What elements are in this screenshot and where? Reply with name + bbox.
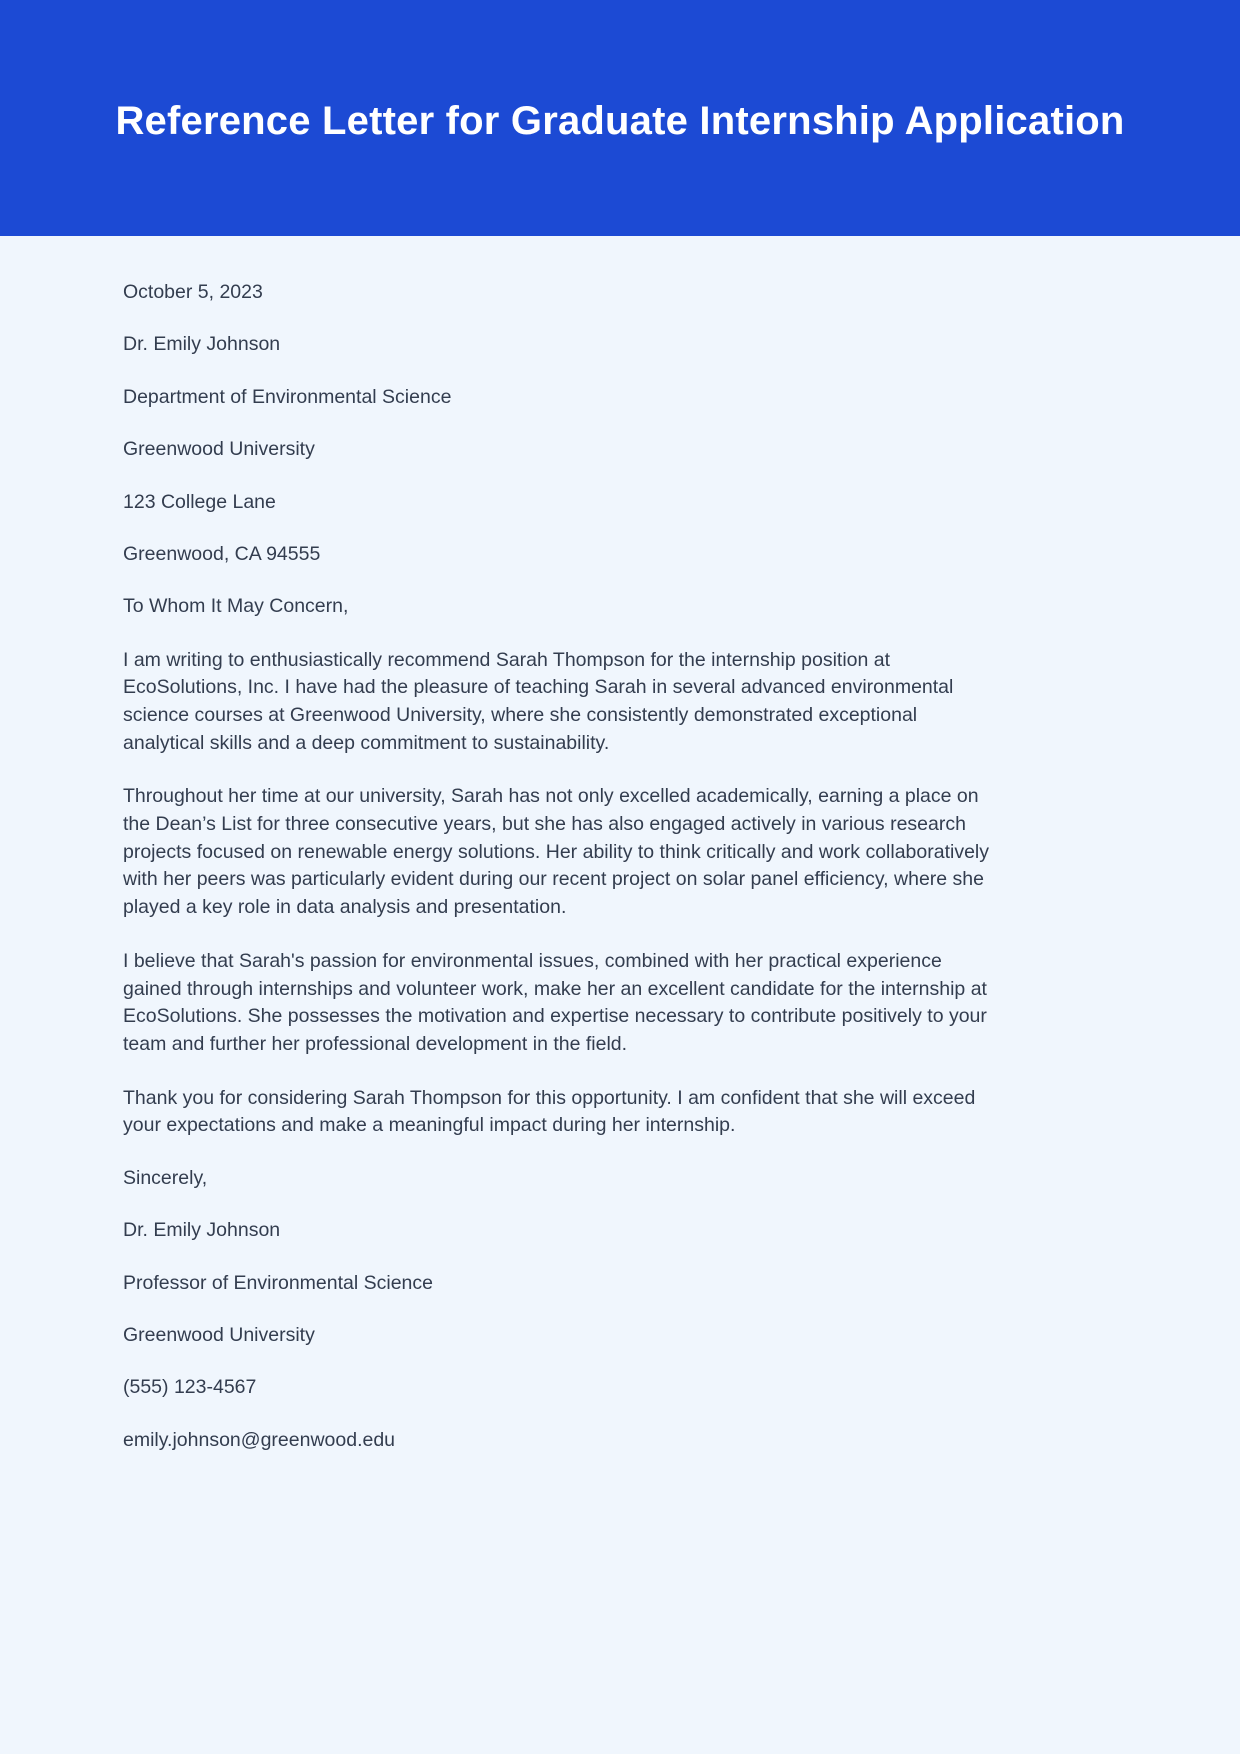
recipient-line-city-state-zip: Greenwood, CA 94555 [123, 542, 321, 565]
letter-date: October 5, 2023 [123, 281, 263, 303]
letter-paragraph-4: Thank you for considering Sarah Thompson for this opportunity. I am confident that she will exceed your expectations and make a meaningful impact during her internship. [123, 1086, 976, 1137]
document-header [0, 0, 1240, 236]
letter-paragraph-1: I am writing to enthusiastically recommend Sarah Thompson for the internship position at EcoSolutions, Inc. I have had the pleasure of teaching Sarah in several advanced environmental science courses at Greenwood University, where she consistently demonstrated exceptional analytical skills and a deep commitment to sustainability. [123, 648, 954, 754]
recipient-line-institution: Greenwood University [123, 438, 315, 461]
letter-paragraph-2: Throughout her time at our university, Sarah has not only excelled academically, earning a place on the Dean’s List for three consecutive years, but she has also engaged actively in various research projects focused on renewable energy solutions. Her ability to think critically and work collaboratively with her peers was particularly evident during our recent project on solar panel efficiency, where she played a key role in data analysis and presentation. [123, 785, 990, 919]
signature-name: Dr. Emily Johnson [123, 1219, 281, 1242]
letter-salutation: To Whom It May Concern, [123, 595, 349, 618]
signature-institution: Greenwood University [123, 1324, 315, 1347]
letter-paragraph-3: I believe that Sarah's passion for environmental issues, combined with her practical experience gained through internships and volunteer work, make her an excellent candidate for the internship at EcoSolutions. She possesses the motivation and expertise necessary to contribute positively to your team and further her professional development in the field. [123, 949, 987, 1055]
page-title: Reference Letter for Graduate Internship Application [115, 99, 1125, 143]
recipient-line-department: Department of Environmental Science [123, 385, 452, 408]
recipient-line-street: 123 College Lane [123, 490, 276, 513]
letter-body [0, 236, 1240, 1540]
signature-phone: (555) 123-4567 [123, 1376, 257, 1399]
signature-email: emily.johnson@greenwood.edu [123, 1428, 396, 1451]
recipient-line-name: Dr. Emily Johnson [123, 333, 281, 356]
signature-title: Professor of Environmental Science [123, 1271, 433, 1294]
letter-closing: Sincerely, [123, 1166, 208, 1189]
